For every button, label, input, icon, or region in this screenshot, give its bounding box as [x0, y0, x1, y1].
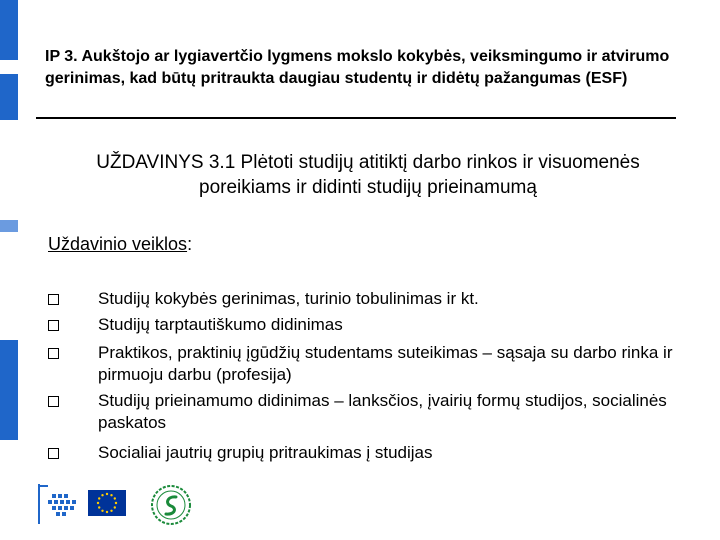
bar-segment — [0, 120, 18, 220]
bar-segment — [0, 60, 18, 74]
bar-segment — [0, 232, 18, 340]
activities-label-text: Uždavinio veiklos — [48, 234, 188, 254]
list-item-text: Studijų tarptautiškumo didinimas — [98, 315, 343, 334]
eu-flag-logo — [88, 490, 126, 521]
task-heading-line-1: UŽDAVINYS 3.1 Plėtoti studijų atitiktį darbo rinkos ir visuomenės — [96, 152, 640, 173]
square-bullet-icon — [48, 294, 59, 305]
task-heading-line-2: poreikiams ir didinti studijų prieinamumą — [199, 177, 537, 198]
task-heading — [40, 150, 696, 200]
activities-label-suffix: : — [187, 234, 193, 254]
list-item-text: Studijų prieinamumo didinimas – lanksčios, įvairių formų studijos, socialinės paskatos — [98, 391, 667, 432]
ministry-logo — [150, 484, 192, 531]
list-item-text: Studijų kokybės gerinimas, turinio tobulinimas ir kt. — [98, 289, 479, 308]
bar-segment — [0, 74, 18, 120]
list-item-text: Socialiai jautrių grupių pritraukimas į studijas — [98, 443, 433, 462]
page-title: IP 3. Aukštojo ar lygiavertčio lygmens mokslo kokybės, veiksmingumo ir atvirumo gerinimas, kad būtų pritraukta daugiau studentų ir didėtų pažangumas (ESF) — [45, 48, 670, 87]
square-bullet-icon — [48, 448, 59, 459]
esf-logo — [38, 484, 80, 529]
activities-label — [48, 232, 192, 256]
bar-segment — [0, 440, 18, 540]
square-bullet-icon — [48, 320, 59, 331]
square-bullet-icon — [48, 396, 59, 407]
bar-segment — [0, 0, 18, 60]
footer-logos — [38, 484, 338, 526]
left-decorative-bar — [0, 0, 18, 540]
bar-segment — [0, 340, 18, 440]
square-bullet-icon — [48, 348, 59, 359]
title-divider — [36, 117, 676, 119]
list-item-text: Praktikos, praktinių įgūdžių studentams suteikimas – sąsaja su darbo rinka ir pirmuoju darbu (profesija) — [98, 343, 673, 384]
bar-segment — [0, 220, 18, 232]
